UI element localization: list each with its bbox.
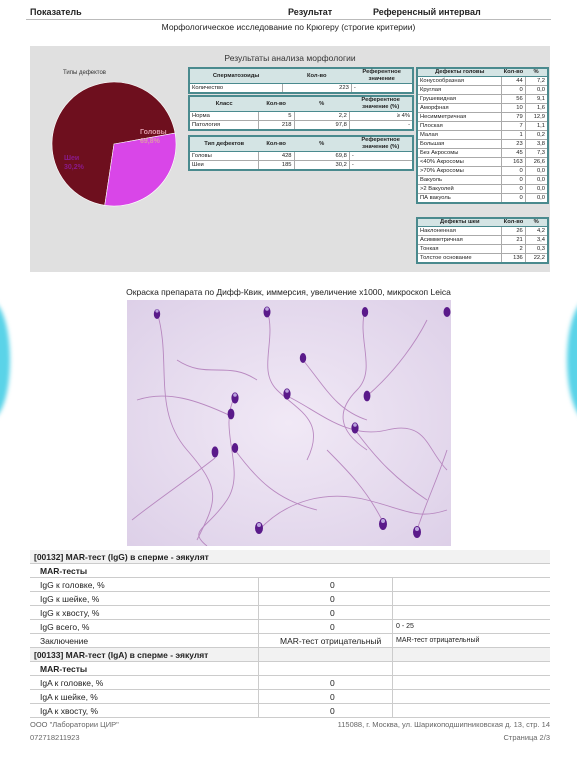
table-header-cell: % <box>294 136 349 152</box>
mar-igg-section <box>30 550 550 650</box>
table-cell: Аморфная <box>417 104 502 113</box>
table-header-cell: % <box>294 96 349 112</box>
table-cell: Шеи <box>189 161 258 171</box>
mar-row <box>30 676 550 690</box>
table-row <box>417 149 548 158</box>
mar-row-name: Заключение <box>40 636 89 646</box>
table-cell: >2 Вакуолей <box>417 185 502 194</box>
table-row <box>417 104 548 113</box>
table-cell: 0,0 <box>525 176 548 185</box>
table-header-cell: Кол-во <box>502 218 526 227</box>
table-cell: 136 <box>502 254 526 264</box>
mar-row-name: IgA к хвосту, % <box>40 706 99 716</box>
table-cell: 0 <box>502 167 526 176</box>
table-row <box>417 86 548 95</box>
table-cell: 0 <box>502 176 526 185</box>
pie-pct-neck: 30,2% <box>64 164 84 171</box>
mar-row <box>30 690 550 704</box>
table-cell: 0,0 <box>525 167 548 176</box>
table-header-cell: Референтное значение (%) <box>349 136 413 152</box>
table-header-cell: Кол-во <box>502 68 526 77</box>
table-cell: 2,2 <box>294 112 349 121</box>
mar-row-value: 0 <box>330 580 335 590</box>
table-row <box>189 161 413 171</box>
table-row <box>189 152 413 161</box>
table-header-cell: Кол-во <box>258 96 294 112</box>
table-row <box>417 254 548 264</box>
table-row <box>417 158 548 167</box>
mar-row-name: IgG к хвосту, % <box>40 608 100 618</box>
mar-row-value: 0 <box>330 594 335 604</box>
mar-row-value: 0 <box>330 678 335 688</box>
table-row <box>417 113 548 122</box>
table-cell: 3,8 <box>525 140 548 149</box>
class-table <box>188 95 414 131</box>
right-edge-glow <box>567 300 577 420</box>
morphology-panel <box>30 46 550 272</box>
table-cell: 12,9 <box>525 113 548 122</box>
table-cell: 23 <box>502 140 526 149</box>
table-cell: Норма <box>189 112 258 121</box>
table-cell: 0,2 <box>525 131 548 140</box>
table-row <box>417 77 548 86</box>
table-cell: Головы <box>189 152 258 161</box>
mar-row <box>30 634 550 648</box>
table-header-row <box>417 68 548 77</box>
table-cell: <40% Акросомы <box>417 158 502 167</box>
mar-row-name: IgG всего, % <box>40 622 90 632</box>
table-cell: 223 <box>282 84 351 94</box>
mar-row-value: 0 <box>330 608 335 618</box>
table-cell: 21 <box>502 236 526 245</box>
table-cell: ≥ 4% <box>349 112 413 121</box>
table-cell: Плоская <box>417 122 502 131</box>
mar-row-value: MAR-тест отрицательный <box>280 636 382 646</box>
table-cell: 26 <box>502 227 526 236</box>
table-cell: Малая <box>417 131 502 140</box>
table-cell: 5 <box>258 112 294 121</box>
left-edge-glow <box>0 300 10 420</box>
table-row <box>417 176 548 185</box>
column-divider-1 <box>258 578 259 718</box>
table-cell: ПА вакуоль <box>417 194 502 204</box>
table-cell: Толстое основание <box>417 254 502 264</box>
table-cell: 0,0 <box>525 86 548 95</box>
sperm-count-table <box>188 67 414 94</box>
table-cell: - <box>349 121 413 131</box>
mar-section-title: [00133] MAR-тест (IgA) в сперме - эякулят <box>30 648 550 662</box>
defect-type-table <box>188 135 414 171</box>
table-cell: 56 <box>502 95 526 104</box>
table-cell: - <box>351 84 413 94</box>
table-header-cell: Референтное значение <box>351 68 413 84</box>
pie-pct-head: 69,8% <box>140 138 160 145</box>
footer-page: Страница 2/3 <box>503 733 550 742</box>
table-cell: 4,2 <box>525 227 548 236</box>
table-row <box>189 112 413 121</box>
table-cell: 1 <box>502 131 526 140</box>
table-cell: Круглая <box>417 86 502 95</box>
table-cell: Большая <box>417 140 502 149</box>
table-header-row <box>189 96 413 112</box>
table-cell: 1,6 <box>525 104 548 113</box>
table-row <box>189 84 413 94</box>
table-cell: 44 <box>502 77 526 86</box>
table-row <box>417 167 548 176</box>
defect-pie-chart <box>34 78 194 210</box>
mar-row <box>30 620 550 634</box>
table-cell: 0 <box>502 86 526 95</box>
table-cell: 1,1 <box>525 122 548 131</box>
table-cell: - <box>349 161 413 171</box>
table-cell: 163 <box>502 158 526 167</box>
table-row <box>417 131 548 140</box>
table-row <box>417 236 548 245</box>
table-cell: >70% Акросомы <box>417 167 502 176</box>
mar-row <box>30 578 550 592</box>
table-cell: Асимметричная <box>417 236 502 245</box>
mar-row-name: IgG к головке, % <box>40 580 105 590</box>
table-cell: Наклоненная <box>417 227 502 236</box>
table-cell: - <box>349 152 413 161</box>
report-page <box>26 4 551 766</box>
table-header-row <box>417 218 548 227</box>
mar-row-value: 0 <box>330 692 335 702</box>
table-header-cell: Кол-во <box>282 68 351 84</box>
table-cell: 30,2 <box>294 161 349 171</box>
table-header-cell: Дефекты шеи <box>417 218 502 227</box>
table-cell: 0 <box>502 194 526 204</box>
table-row <box>417 227 548 236</box>
header-result: Результат <box>288 7 333 17</box>
column-divider-2 <box>392 578 393 718</box>
mar-iga-section <box>30 648 550 720</box>
table-header-cell: % <box>525 218 548 227</box>
table-cell: 0,0 <box>525 194 548 204</box>
table-header-cell: Сперматозоиды <box>189 68 282 84</box>
table-cell: Грушевидная <box>417 95 502 104</box>
table-row <box>189 121 413 131</box>
table-cell: 10 <box>502 104 526 113</box>
table-cell: 0,0 <box>525 185 548 194</box>
table-cell: Конусообразная <box>417 77 502 86</box>
table-row <box>417 194 548 204</box>
table-cell: 185 <box>258 161 294 171</box>
mar-section-title: [00132] MAR-тест (IgG) в сперме - эякулят <box>30 550 550 564</box>
table-cell: 22,2 <box>525 254 548 264</box>
table-cell: 0,3 <box>525 245 548 254</box>
table-cell: 7 <box>502 122 526 131</box>
pie-title: Типы дефектов <box>63 70 106 76</box>
head-defects-table <box>416 67 549 204</box>
pie-label-head: Головы <box>140 129 167 136</box>
table-cell: 0 <box>502 185 526 194</box>
table-header-cell: Кол-во <box>258 136 294 152</box>
mar-subtitle: MAR-тесты <box>30 564 550 578</box>
neck-defects-table <box>416 217 549 264</box>
table-header-cell: Тип дефектов <box>189 136 258 152</box>
table-header-cell: Класс <box>189 96 258 112</box>
mar-row-value: 0 <box>330 622 335 632</box>
micrograph-image <box>127 300 451 546</box>
table-row <box>417 185 548 194</box>
table-cell: Вакуоль <box>417 176 502 185</box>
morphology-title: Морфологическое исследование по Крюгеру (строгие критерии) <box>161 22 416 32</box>
sperm-micrograph <box>127 300 451 546</box>
mar-row-ref: 0 - 25 <box>396 623 414 630</box>
morphology-panel-title: Результаты анализа морфологии <box>224 53 356 63</box>
table-cell: 79 <box>502 113 526 122</box>
table-cell: 69,8 <box>294 152 349 161</box>
mar-row-value: 0 <box>330 706 335 716</box>
footer-code: 072718211923 <box>30 733 80 742</box>
pie-label-neck: Шеи <box>64 155 80 162</box>
mar-subtitle: MAR-тесты <box>30 662 550 676</box>
header-indicator: Показатель <box>30 7 82 17</box>
table-cell: Без Акросомы <box>417 149 502 158</box>
table-header-row <box>189 68 413 84</box>
table-row <box>417 245 548 254</box>
mar-row <box>30 606 550 620</box>
footer-company: ООО "Лаборатории ЦИР" <box>30 720 119 729</box>
mar-row <box>30 704 550 718</box>
table-header <box>26 4 551 20</box>
table-cell: Тонкая <box>417 245 502 254</box>
table-cell: 218 <box>258 121 294 131</box>
header-reference: Референсный интервал <box>373 7 481 17</box>
table-cell: 97,8 <box>294 121 349 131</box>
mar-row-name: IgG к шейке, % <box>40 594 100 604</box>
table-cell: Несимметричная <box>417 113 502 122</box>
table-header-cell: Референтное значение (%) <box>349 96 413 112</box>
table-cell: 428 <box>258 152 294 161</box>
table-cell: 7,2 <box>525 77 548 86</box>
mar-row <box>30 592 550 606</box>
table-row <box>417 95 548 104</box>
table-cell: 3,4 <box>525 236 548 245</box>
table-header-row <box>189 136 413 152</box>
table-row <box>417 140 548 149</box>
micrograph-caption: Окраска препарата по Дифф-Квик, иммерсия, увеличение x1000, микроскоп Leica <box>126 287 451 297</box>
mar-row-ref: MAR-тест отрицательный <box>396 637 480 644</box>
table-cell: Количество <box>189 84 282 94</box>
mar-row-name: IgA к головке, % <box>40 678 104 688</box>
footer-address: 115088, г. Москва, ул. Шарикоподшипниковская д. 13, стр. 14 <box>337 720 550 729</box>
mar-row-name: IgA к шейке, % <box>40 692 98 702</box>
table-row <box>417 122 548 131</box>
table-cell: 2 <box>502 245 526 254</box>
table-header-cell: % <box>525 68 548 77</box>
table-cell: 9,1 <box>525 95 548 104</box>
table-cell: 7,3 <box>525 149 548 158</box>
table-cell: 26,6 <box>525 158 548 167</box>
table-cell: 45 <box>502 149 526 158</box>
table-cell: Патология <box>189 121 258 131</box>
table-header-cell: Дефекты головы <box>417 68 502 77</box>
footer <box>30 720 550 750</box>
